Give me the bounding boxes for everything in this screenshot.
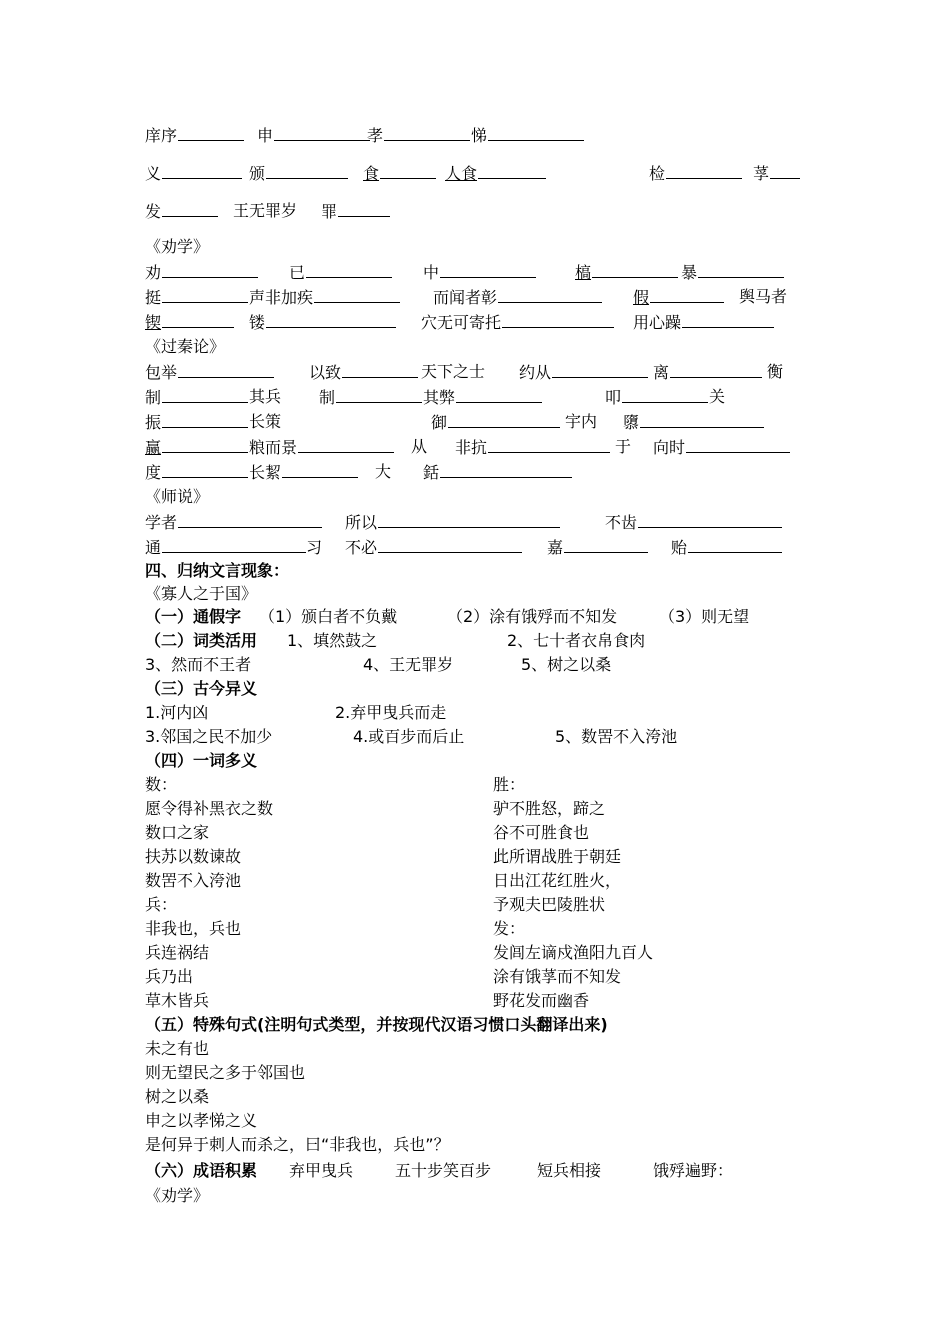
guoqin-row-3 (145, 410, 830, 434)
yici-row (145, 941, 830, 965)
term: 所以 (345, 513, 378, 532)
yici-left-item: 非我也，兵也 (145, 919, 242, 938)
term: 关 (709, 387, 726, 406)
fill-blank[interactable] (622, 385, 708, 403)
term: 孝 (367, 126, 384, 145)
term: 长策 (249, 412, 282, 431)
cilei-row-1: （二）词类活用 1、填然鼓之 2、七十者衣帛食肉 (145, 631, 646, 650)
special-sentence-item: 未之有也 (145, 1039, 210, 1058)
guoqin-row-5 (145, 460, 830, 484)
term: 天下之士 (421, 362, 486, 381)
fill-blank[interactable] (686, 435, 790, 453)
fill-blank[interactable] (162, 535, 306, 553)
fill-blank[interactable] (378, 510, 560, 528)
term: 庠序 (145, 126, 178, 145)
term: 用心躁 (633, 313, 682, 332)
term: 以致 (309, 363, 342, 382)
term: 振 (145, 413, 162, 432)
yici-row (145, 869, 830, 893)
term: 挺 (145, 288, 162, 307)
term: 已 (289, 263, 306, 282)
fill-blank[interactable] (162, 199, 218, 217)
fill-blank[interactable] (162, 260, 258, 278)
term: 锲 (145, 313, 162, 332)
yici-right-item: 此所谓战胜于朝廷 (493, 847, 622, 866)
fill-blank[interactable] (274, 123, 370, 141)
vocab-row-1 (145, 123, 830, 147)
yici-row (145, 821, 830, 845)
yici-left-item: 数： (145, 775, 178, 794)
idioms-row: （六）成语积累 弃甲曳兵 五十步笑百步 短兵相接 饿殍遍野： (145, 1161, 734, 1180)
term: 宇内 (565, 412, 598, 431)
term: 悌 (471, 126, 488, 145)
quanxue-row-1 (145, 260, 830, 284)
term: 莩 (753, 164, 770, 183)
special-sentence-item: 则无望民之多于邻国也 (145, 1063, 306, 1082)
term: 长絜 (249, 463, 282, 482)
guoqin-row-4 (145, 435, 830, 459)
term: 舆马者 (739, 287, 788, 306)
term: 检 (649, 164, 666, 183)
yici-row (145, 893, 830, 917)
yici-left-item: 草木皆兵 (145, 991, 210, 1010)
fill-blank[interactable] (666, 161, 742, 179)
fill-blank[interactable] (314, 285, 400, 303)
term: 制 (145, 388, 162, 407)
term: 贻 (671, 538, 688, 557)
guoqin-row-1 (145, 360, 830, 384)
term: 粮而景 (249, 438, 298, 457)
yici-right-item: 野花发而幽香 (493, 991, 590, 1010)
yici-right-item: 日出江花红胜火， (493, 871, 622, 890)
yici-left-item: 数罟不入洿池 (145, 871, 242, 890)
yici-left-item: 愿令得补黑衣之数 (145, 799, 274, 818)
yici-right-item: 发： (493, 919, 526, 938)
term: 嘉 (547, 538, 564, 557)
yici-row (145, 989, 830, 1013)
shishuo-row-2 (145, 535, 830, 559)
fill-blank[interactable] (650, 285, 724, 303)
term: 度 (145, 463, 162, 482)
fill-blank[interactable] (456, 385, 542, 403)
term: 暴 (681, 263, 698, 282)
yici-right-item: 胜： (493, 775, 526, 794)
fill-blank[interactable] (478, 161, 546, 179)
special-sentence-item: 是何异于刺人而杀之，曰“非我也，兵也”？ (145, 1135, 450, 1154)
yici-right-item: 涂有饿莩而不知发 (493, 967, 622, 986)
term: 于 (615, 437, 632, 456)
term: 王无罪岁 (233, 201, 298, 220)
term: 向时 (653, 438, 686, 457)
fill-blank[interactable] (552, 360, 648, 378)
final-title: 《劝学》 (145, 1186, 210, 1205)
fill-blank[interactable] (380, 161, 436, 179)
term: 假 (633, 288, 650, 307)
fill-blank[interactable] (178, 360, 274, 378)
fill-blank[interactable] (162, 285, 248, 303)
yici-right-item: 驴不胜怒，蹄之 (493, 799, 606, 818)
term: 隳 (623, 413, 640, 432)
term: 包举 (145, 363, 178, 382)
term: 非抗 (455, 438, 488, 457)
term: 御 (431, 413, 448, 432)
term: 通 (145, 538, 162, 557)
fill-blank[interactable] (306, 260, 392, 278)
quanxue-row-2 (145, 285, 830, 309)
term: 劝 (145, 263, 162, 282)
fill-blank[interactable] (178, 123, 244, 141)
term: 颁 (249, 164, 266, 183)
fill-blank[interactable] (682, 310, 774, 328)
fill-blank[interactable] (342, 360, 418, 378)
yici-row (145, 965, 830, 989)
fill-blank[interactable] (162, 435, 248, 453)
yici-right-item: 发闾左谪戍渔阳九百人 (493, 943, 654, 962)
gujin-heading: （三）古今异义 (145, 679, 258, 698)
fill-blank[interactable] (384, 123, 470, 141)
fill-blank[interactable] (488, 435, 610, 453)
fill-blank[interactable] (336, 385, 422, 403)
fill-blank[interactable] (688, 535, 782, 553)
yici-row (145, 797, 830, 821)
term: 其弊 (423, 388, 456, 407)
fill-blank[interactable] (162, 385, 248, 403)
fill-blank[interactable] (178, 510, 322, 528)
term: 大 (375, 462, 392, 481)
cilei-row-2: 3、然而不王者 4、王无罪岁 5、树之以桑 (145, 655, 612, 674)
term: 不必 (345, 538, 378, 557)
term: 约从 (519, 363, 552, 382)
gujin-row-2: 3.邻国之民不加少 4.或百步而后止 5、数罟不入洿池 (145, 727, 678, 746)
yici-left-item: 兵： (145, 895, 178, 914)
fill-blank[interactable] (266, 310, 396, 328)
fill-blank[interactable] (162, 460, 248, 478)
special-sentence-item: 树之以桑 (145, 1087, 210, 1106)
term: 赢 (145, 438, 162, 457)
term: 銛 (423, 463, 440, 482)
fill-blank[interactable] (162, 310, 234, 328)
yici-heading: （四）一词多义 (145, 751, 258, 770)
term: 习 (306, 538, 323, 557)
fill-blank[interactable] (282, 460, 358, 478)
fill-blank[interactable] (592, 260, 678, 278)
guaren-title: 《寡人之于国》 (145, 584, 258, 603)
fill-blank[interactable] (162, 410, 248, 428)
fill-blank[interactable] (440, 460, 572, 478)
fill-blank[interactable] (488, 123, 584, 141)
term: 从 (411, 437, 428, 456)
fill-blank[interactable] (498, 285, 602, 303)
section-title-quanxue: 《劝学》 (145, 237, 210, 256)
section-title-guoqin: 《过秦论》 (145, 337, 226, 356)
fill-blank[interactable] (378, 535, 522, 553)
term: 食 (363, 164, 380, 183)
term: 声非加疾 (249, 288, 314, 307)
special-sentence-item: 申之以孝悌之义 (145, 1111, 258, 1130)
term: 义 (145, 164, 162, 183)
fill-blank[interactable] (564, 535, 648, 553)
yici-right-item: 予观夫巴陵胜状 (493, 895, 606, 914)
section-title-shishuo: 《师说》 (145, 487, 210, 506)
guoqin-row-2 (145, 385, 830, 409)
fill-blank[interactable] (502, 310, 614, 328)
term: 申 (257, 126, 274, 145)
yici-left-item: 扶苏以数谏故 (145, 847, 242, 866)
vocab-row-3 (145, 199, 830, 223)
term: 学者 (145, 513, 178, 532)
fill-blank[interactable] (770, 161, 800, 179)
fill-blank[interactable] (640, 410, 764, 428)
fill-blank[interactable] (266, 161, 348, 179)
special-sentence-heading: （五）特殊句式(注明句式类型，并按现代汉语习惯口头翻译出来) (145, 1015, 608, 1034)
term: 罪 (321, 202, 338, 221)
fill-blank[interactable] (298, 435, 394, 453)
term: 人食 (445, 164, 478, 183)
fill-blank[interactable] (698, 260, 784, 278)
gujin-row-1: 1.河内凶 2.弃甲曳兵而走 (145, 703, 447, 722)
term: 不齿 (605, 513, 638, 532)
yici-left-item: 数口之家 (145, 823, 210, 842)
fill-blank[interactable] (670, 360, 762, 378)
quanxue-row-3 (145, 310, 830, 334)
vocab-row-2 (145, 161, 830, 185)
term: 而闻者彰 (433, 288, 498, 307)
term: 叩 (605, 388, 622, 407)
fill-blank[interactable] (338, 199, 390, 217)
shishuo-row-1 (145, 510, 830, 534)
yici-left-item: 兵连祸结 (145, 943, 210, 962)
fill-blank[interactable] (162, 161, 242, 179)
yici-row (145, 845, 830, 869)
term: 穴无可寄托 (421, 313, 502, 332)
term: 其兵 (249, 387, 282, 406)
yici-right-item: 谷不可胜食也 (493, 823, 590, 842)
fill-blank[interactable] (448, 410, 560, 428)
term: 发 (145, 202, 162, 221)
term: 离 (653, 363, 670, 382)
term: 槁 (575, 263, 592, 282)
yici-row (145, 773, 830, 797)
term: 中 (423, 263, 440, 282)
yici-row (145, 917, 830, 941)
section-4-heading: 四、归纳文言现象： (145, 561, 290, 580)
fill-blank[interactable] (638, 510, 782, 528)
fill-blank[interactable] (440, 260, 536, 278)
term: 镂 (249, 313, 266, 332)
tongjiazi-row: （一）通假字 （1）颁白者不负戴 （2）涂有饿殍而不知发 （3）则无望 (145, 607, 750, 626)
term: 衡 (767, 362, 784, 381)
yici-left-item: 兵乃出 (145, 967, 194, 986)
term: 制 (319, 388, 336, 407)
